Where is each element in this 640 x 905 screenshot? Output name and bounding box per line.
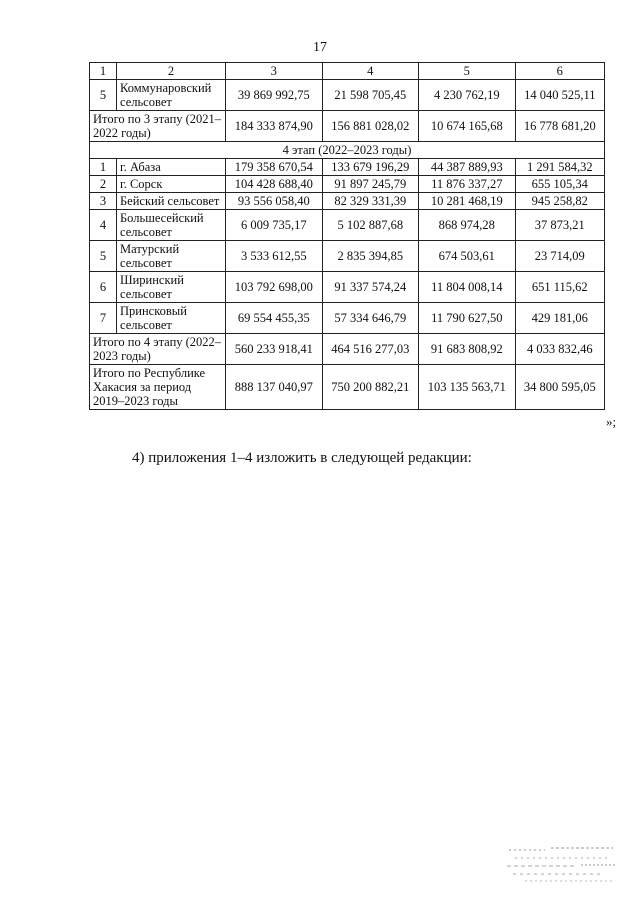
amount-col6: 429 181,06 xyxy=(515,303,604,334)
amount-col4: 156 881 028,02 xyxy=(322,111,419,142)
amount-col5: 44 387 889,93 xyxy=(419,159,516,176)
amount-col6: 651 115,62 xyxy=(515,272,604,303)
row-name: Коммунаровский сельсовет xyxy=(117,80,226,111)
row-name: Принсковый сельсовет xyxy=(117,303,226,334)
header-cell: 6 xyxy=(515,63,604,80)
total-label: Итого по 3 этапу (2021– 2022 годы) xyxy=(90,111,226,142)
amount-total: 69 554 455,35 xyxy=(226,303,323,334)
amount-total: 3 533 612,55 xyxy=(226,241,323,272)
amount-col6: 14 040 525,11 xyxy=(515,80,604,111)
header-cell: 5 xyxy=(419,63,516,80)
amount-total: 93 556 058,40 xyxy=(226,193,323,210)
total-label: Итого по 4 этапу (2022–2023 годы) xyxy=(90,334,226,365)
amount-total: 888 137 040,97 xyxy=(226,365,323,410)
amount-col6: 37 873,21 xyxy=(515,210,604,241)
header-cell: 1 xyxy=(90,63,117,80)
table-row xyxy=(90,210,605,241)
amount-col6: 34 800 595,05 xyxy=(515,365,604,410)
amount-col5: 4 230 762,19 xyxy=(419,80,516,111)
amount-col4: 5 102 887,68 xyxy=(322,210,419,241)
row-number: 6 xyxy=(90,272,117,303)
amount-col4: 750 200 882,21 xyxy=(322,365,419,410)
stage-title: 4 этап (2022–2023 годы) xyxy=(90,142,605,159)
amount-col5: 10 674 165,68 xyxy=(419,111,516,142)
amount-total: 39 869 992,75 xyxy=(226,80,323,111)
amount-col6: 945 258,82 xyxy=(515,193,604,210)
amount-col4: 464 516 277,03 xyxy=(322,334,419,365)
amount-col6: 16 778 681,20 xyxy=(515,111,604,142)
total-row-stage3 xyxy=(90,111,605,142)
amount-total: 103 792 698,00 xyxy=(226,272,323,303)
amount-col6: 1 291 584,32 xyxy=(515,159,604,176)
amount-col4: 57 334 646,79 xyxy=(322,303,419,334)
amount-col5: 91 683 808,92 xyxy=(419,334,516,365)
row-name: Ширинский сельсовет xyxy=(117,272,226,303)
amount-col4: 91 337 574,24 xyxy=(322,272,419,303)
amount-col4: 133 679 196,29 xyxy=(322,159,419,176)
row-name: Бейский сельсовет xyxy=(117,193,226,210)
table-row xyxy=(90,80,605,111)
row-name: г. Сорск xyxy=(117,176,226,193)
scan-stamp-mark xyxy=(505,842,617,884)
row-number: 4 xyxy=(90,210,117,241)
total-label: Итого по Республике Хакасия за период 2019–2023 годы xyxy=(90,365,226,410)
header-cell: 4 xyxy=(322,63,419,80)
amount-col4: 82 329 331,39 xyxy=(322,193,419,210)
table-row xyxy=(90,272,605,303)
amount-col5: 868 974,28 xyxy=(419,210,516,241)
total-row-republic xyxy=(90,365,605,410)
amount-total: 179 358 670,54 xyxy=(226,159,323,176)
amount-total: 6 009 735,17 xyxy=(226,210,323,241)
funding-table xyxy=(89,62,605,410)
row-name: г. Абаза xyxy=(117,159,226,176)
amount-col5: 11 876 337,27 xyxy=(419,176,516,193)
row-number: 5 xyxy=(90,80,117,111)
page-number: 17 xyxy=(313,40,327,55)
amount-col6: 4 033 832,46 xyxy=(515,334,604,365)
amount-col4: 21 598 705,45 xyxy=(322,80,419,111)
amount-col4: 2 835 394,85 xyxy=(322,241,419,272)
row-name: Матурский сельсовет xyxy=(117,241,226,272)
header-cell: 2 xyxy=(117,63,226,80)
amount-total: 104 428 688,40 xyxy=(226,176,323,193)
amount-col4: 91 897 245,79 xyxy=(322,176,419,193)
row-number: 1 xyxy=(90,159,117,176)
table-row xyxy=(90,159,605,176)
closing-quote-mark: »; xyxy=(606,414,617,429)
table-row xyxy=(90,303,605,334)
table-row xyxy=(90,176,605,193)
row-name: Большесейский сельсовет xyxy=(117,210,226,241)
amount-col5: 11 804 008,14 xyxy=(419,272,516,303)
amount-col6: 655 105,34 xyxy=(515,176,604,193)
table-row xyxy=(90,241,605,272)
instruction-paragraph: 4) приложения 1–4 изложить в следующей редакции: xyxy=(132,450,472,466)
row-number: 5 xyxy=(90,241,117,272)
table-row xyxy=(90,193,605,210)
amount-col6: 23 714,09 xyxy=(515,241,604,272)
row-number: 7 xyxy=(90,303,117,334)
amount-col5: 11 790 627,50 xyxy=(419,303,516,334)
header-row xyxy=(90,63,605,80)
amount-col5: 10 281 468,19 xyxy=(419,193,516,210)
total-row-stage4 xyxy=(90,334,605,365)
header-cell: 3 xyxy=(226,63,323,80)
amount-total: 184 333 874,90 xyxy=(226,111,323,142)
row-number: 3 xyxy=(90,193,117,210)
stage-title-row xyxy=(90,142,605,159)
amount-total: 560 233 918,41 xyxy=(226,334,323,365)
row-number: 2 xyxy=(90,176,117,193)
amount-col5: 674 503,61 xyxy=(419,241,516,272)
amount-col5: 103 135 563,71 xyxy=(419,365,516,410)
